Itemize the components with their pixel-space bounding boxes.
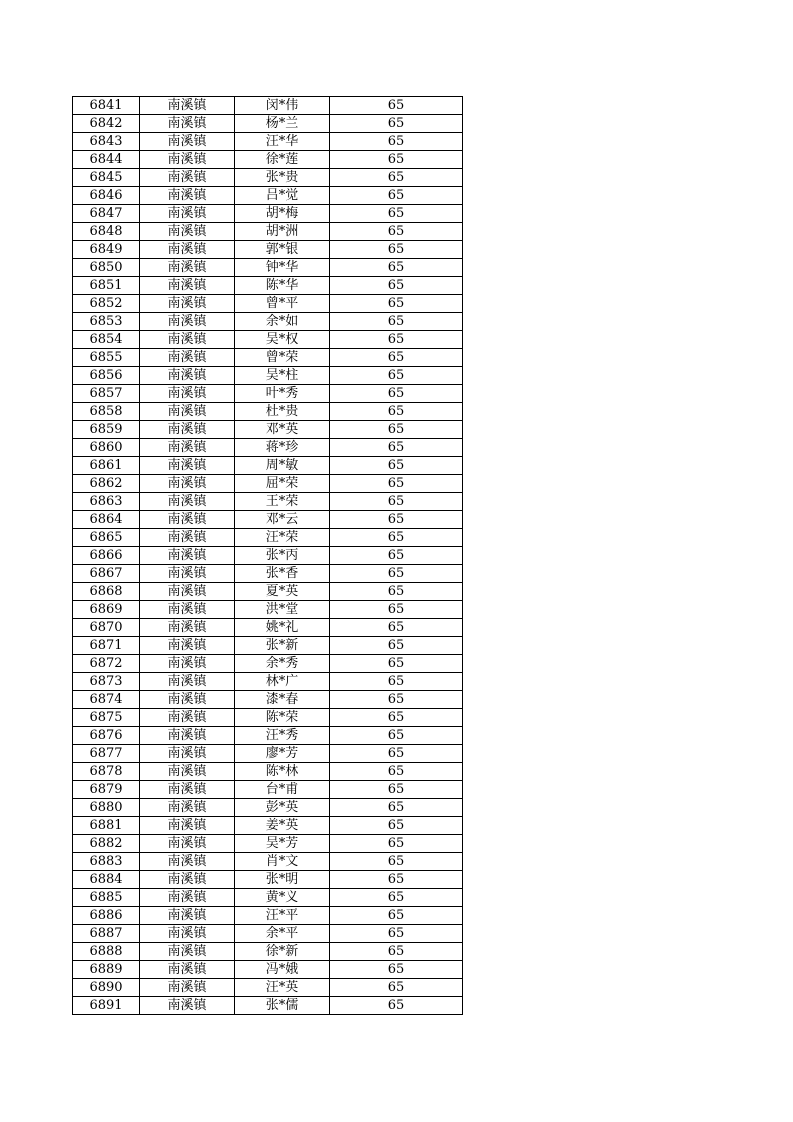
cell-amount: 65 <box>330 889 463 907</box>
cell-person-name: 杨*兰 <box>235 115 330 133</box>
table-row <box>73 331 463 349</box>
cell-serial-number: 6866 <box>73 547 140 565</box>
cell-serial-number: 6843 <box>73 133 140 151</box>
cell-town: 南溪镇 <box>140 385 235 403</box>
cell-person-name: 廖*芳 <box>235 745 330 763</box>
cell-person-name: 姜*英 <box>235 817 330 835</box>
cell-serial-number: 6891 <box>73 997 140 1015</box>
cell-town: 南溪镇 <box>140 529 235 547</box>
cell-serial-number: 6849 <box>73 241 140 259</box>
cell-serial-number: 6871 <box>73 637 140 655</box>
table-row <box>73 421 463 439</box>
cell-amount: 65 <box>330 97 463 115</box>
cell-amount: 65 <box>330 871 463 889</box>
cell-town: 南溪镇 <box>140 943 235 961</box>
table-row <box>73 997 463 1015</box>
cell-amount: 65 <box>330 277 463 295</box>
table-row <box>73 673 463 691</box>
cell-person-name: 陈*林 <box>235 763 330 781</box>
cell-town: 南溪镇 <box>140 493 235 511</box>
cell-amount: 65 <box>330 727 463 745</box>
table-row <box>73 889 463 907</box>
cell-serial-number: 6882 <box>73 835 140 853</box>
cell-serial-number: 6877 <box>73 745 140 763</box>
table-row <box>73 295 463 313</box>
cell-town: 南溪镇 <box>140 745 235 763</box>
cell-serial-number: 6857 <box>73 385 140 403</box>
cell-person-name: 吴*柱 <box>235 367 330 385</box>
cell-person-name: 黄*义 <box>235 889 330 907</box>
table-row <box>73 223 463 241</box>
cell-person-name: 林*广 <box>235 673 330 691</box>
cell-amount: 65 <box>330 763 463 781</box>
cell-town: 南溪镇 <box>140 475 235 493</box>
table-row <box>73 691 463 709</box>
cell-town: 南溪镇 <box>140 961 235 979</box>
cell-serial-number: 6880 <box>73 799 140 817</box>
table-row <box>73 313 463 331</box>
cell-town: 南溪镇 <box>140 979 235 997</box>
cell-person-name: 王*荣 <box>235 493 330 511</box>
table-row <box>73 187 463 205</box>
cell-serial-number: 6864 <box>73 511 140 529</box>
cell-town: 南溪镇 <box>140 853 235 871</box>
cell-person-name: 汪*荣 <box>235 529 330 547</box>
cell-amount: 65 <box>330 907 463 925</box>
cell-amount: 65 <box>330 619 463 637</box>
cell-amount: 65 <box>330 961 463 979</box>
cell-person-name: 汪*英 <box>235 979 330 997</box>
cell-amount: 65 <box>330 403 463 421</box>
cell-person-name: 陈*荣 <box>235 709 330 727</box>
cell-town: 南溪镇 <box>140 295 235 313</box>
table-row <box>73 97 463 115</box>
cell-amount: 65 <box>330 439 463 457</box>
cell-amount: 65 <box>330 331 463 349</box>
cell-town: 南溪镇 <box>140 637 235 655</box>
cell-serial-number: 6863 <box>73 493 140 511</box>
cell-town: 南溪镇 <box>140 673 235 691</box>
cell-amount: 65 <box>330 745 463 763</box>
table-row <box>73 547 463 565</box>
cell-amount: 65 <box>330 997 463 1015</box>
cell-serial-number: 6885 <box>73 889 140 907</box>
cell-person-name: 夏*英 <box>235 583 330 601</box>
table-row <box>73 655 463 673</box>
cell-person-name: 胡*梅 <box>235 205 330 223</box>
cell-person-name: 徐*新 <box>235 943 330 961</box>
cell-town: 南溪镇 <box>140 871 235 889</box>
cell-person-name: 曾*平 <box>235 295 330 313</box>
cell-person-name: 余*平 <box>235 925 330 943</box>
cell-town: 南溪镇 <box>140 403 235 421</box>
cell-person-name: 胡*洲 <box>235 223 330 241</box>
table-row <box>73 583 463 601</box>
table-row <box>73 115 463 133</box>
cell-amount: 65 <box>330 295 463 313</box>
cell-amount: 65 <box>330 367 463 385</box>
cell-person-name: 姚*礼 <box>235 619 330 637</box>
cell-amount: 65 <box>330 169 463 187</box>
cell-town: 南溪镇 <box>140 187 235 205</box>
cell-serial-number: 6875 <box>73 709 140 727</box>
cell-amount: 65 <box>330 259 463 277</box>
cell-amount: 65 <box>330 565 463 583</box>
cell-town: 南溪镇 <box>140 727 235 745</box>
cell-serial-number: 6872 <box>73 655 140 673</box>
cell-town: 南溪镇 <box>140 259 235 277</box>
cell-serial-number: 6845 <box>73 169 140 187</box>
cell-amount: 65 <box>330 979 463 997</box>
cell-serial-number: 6886 <box>73 907 140 925</box>
cell-serial-number: 6853 <box>73 313 140 331</box>
cell-town: 南溪镇 <box>140 997 235 1015</box>
cell-amount: 65 <box>330 475 463 493</box>
cell-person-name: 张*贵 <box>235 169 330 187</box>
cell-amount: 65 <box>330 385 463 403</box>
cell-serial-number: 6889 <box>73 961 140 979</box>
cell-town: 南溪镇 <box>140 799 235 817</box>
cell-person-name: 彭*英 <box>235 799 330 817</box>
cell-person-name: 吴*权 <box>235 331 330 349</box>
cell-person-name: 张*明 <box>235 871 330 889</box>
cell-amount: 65 <box>330 151 463 169</box>
cell-serial-number: 6884 <box>73 871 140 889</box>
cell-town: 南溪镇 <box>140 547 235 565</box>
cell-amount: 65 <box>330 925 463 943</box>
cell-person-name: 曾*荣 <box>235 349 330 367</box>
cell-person-name: 蒋*珍 <box>235 439 330 457</box>
cell-serial-number: 6887 <box>73 925 140 943</box>
table-row <box>73 907 463 925</box>
cell-amount: 65 <box>330 799 463 817</box>
table-row <box>73 745 463 763</box>
cell-serial-number: 6890 <box>73 979 140 997</box>
cell-town: 南溪镇 <box>140 763 235 781</box>
cell-serial-number: 6873 <box>73 673 140 691</box>
cell-serial-number: 6859 <box>73 421 140 439</box>
table-row <box>73 367 463 385</box>
table-row <box>73 943 463 961</box>
data-table <box>72 96 463 1015</box>
cell-amount: 65 <box>330 709 463 727</box>
table-row <box>73 385 463 403</box>
cell-amount: 65 <box>330 133 463 151</box>
cell-person-name: 屈*荣 <box>235 475 330 493</box>
cell-person-name: 肖*文 <box>235 853 330 871</box>
cell-town: 南溪镇 <box>140 421 235 439</box>
cell-amount: 65 <box>330 691 463 709</box>
cell-town: 南溪镇 <box>140 349 235 367</box>
table-row <box>73 871 463 889</box>
cell-town: 南溪镇 <box>140 97 235 115</box>
cell-amount: 65 <box>330 781 463 799</box>
cell-amount: 65 <box>330 601 463 619</box>
cell-person-name: 冯*娥 <box>235 961 330 979</box>
table-row <box>73 511 463 529</box>
cell-town: 南溪镇 <box>140 889 235 907</box>
cell-amount: 65 <box>330 493 463 511</box>
cell-town: 南溪镇 <box>140 169 235 187</box>
cell-town: 南溪镇 <box>140 367 235 385</box>
cell-town: 南溪镇 <box>140 223 235 241</box>
cell-amount: 65 <box>330 637 463 655</box>
cell-person-name: 徐*莲 <box>235 151 330 169</box>
cell-serial-number: 6848 <box>73 223 140 241</box>
cell-person-name: 叶*秀 <box>235 385 330 403</box>
cell-serial-number: 6881 <box>73 817 140 835</box>
cell-amount: 65 <box>330 223 463 241</box>
cell-serial-number: 6878 <box>73 763 140 781</box>
cell-serial-number: 6858 <box>73 403 140 421</box>
cell-person-name: 吴*芳 <box>235 835 330 853</box>
cell-town: 南溪镇 <box>140 565 235 583</box>
cell-person-name: 张*新 <box>235 637 330 655</box>
table-row <box>73 277 463 295</box>
table-row <box>73 529 463 547</box>
cell-serial-number: 6841 <box>73 97 140 115</box>
cell-town: 南溪镇 <box>140 655 235 673</box>
cell-person-name: 吕*觉 <box>235 187 330 205</box>
cell-town: 南溪镇 <box>140 691 235 709</box>
cell-town: 南溪镇 <box>140 151 235 169</box>
cell-serial-number: 6868 <box>73 583 140 601</box>
cell-town: 南溪镇 <box>140 439 235 457</box>
table-row <box>73 457 463 475</box>
cell-town: 南溪镇 <box>140 277 235 295</box>
cell-amount: 65 <box>330 205 463 223</box>
cell-town: 南溪镇 <box>140 205 235 223</box>
cell-town: 南溪镇 <box>140 115 235 133</box>
table-row <box>73 817 463 835</box>
table-row <box>73 151 463 169</box>
cell-amount: 65 <box>330 421 463 439</box>
cell-person-name: 余*秀 <box>235 655 330 673</box>
cell-town: 南溪镇 <box>140 619 235 637</box>
table-row <box>73 259 463 277</box>
cell-amount: 65 <box>330 511 463 529</box>
table-row <box>73 727 463 745</box>
cell-town: 南溪镇 <box>140 907 235 925</box>
cell-person-name: 汪*秀 <box>235 727 330 745</box>
cell-serial-number: 6867 <box>73 565 140 583</box>
cell-person-name: 洪*堂 <box>235 601 330 619</box>
cell-person-name: 钟*华 <box>235 259 330 277</box>
cell-person-name: 汪*平 <box>235 907 330 925</box>
cell-amount: 65 <box>330 547 463 565</box>
cell-person-name: 陈*华 <box>235 277 330 295</box>
cell-serial-number: 6847 <box>73 205 140 223</box>
cell-person-name: 邓*云 <box>235 511 330 529</box>
cell-person-name: 余*如 <box>235 313 330 331</box>
cell-serial-number: 6870 <box>73 619 140 637</box>
table-row <box>73 565 463 583</box>
cell-serial-number: 6855 <box>73 349 140 367</box>
table-row <box>73 781 463 799</box>
cell-serial-number: 6851 <box>73 277 140 295</box>
cell-town: 南溪镇 <box>140 601 235 619</box>
cell-town: 南溪镇 <box>140 583 235 601</box>
cell-amount: 65 <box>330 529 463 547</box>
cell-town: 南溪镇 <box>140 925 235 943</box>
cell-serial-number: 6852 <box>73 295 140 313</box>
cell-person-name: 周*敏 <box>235 457 330 475</box>
cell-person-name: 张*儒 <box>235 997 330 1015</box>
cell-serial-number: 6861 <box>73 457 140 475</box>
cell-town: 南溪镇 <box>140 781 235 799</box>
cell-amount: 65 <box>330 583 463 601</box>
cell-person-name: 张*丙 <box>235 547 330 565</box>
cell-amount: 65 <box>330 943 463 961</box>
table-row <box>73 439 463 457</box>
cell-town: 南溪镇 <box>140 331 235 349</box>
cell-amount: 65 <box>330 115 463 133</box>
cell-amount: 65 <box>330 241 463 259</box>
cell-town: 南溪镇 <box>140 817 235 835</box>
cell-amount: 65 <box>330 655 463 673</box>
cell-serial-number: 6842 <box>73 115 140 133</box>
table-row <box>73 205 463 223</box>
cell-town: 南溪镇 <box>140 709 235 727</box>
cell-serial-number: 6879 <box>73 781 140 799</box>
table-row <box>73 709 463 727</box>
table-row <box>73 601 463 619</box>
cell-person-name: 邓*英 <box>235 421 330 439</box>
cell-serial-number: 6856 <box>73 367 140 385</box>
table-row <box>73 475 463 493</box>
cell-serial-number: 6854 <box>73 331 140 349</box>
table-row <box>73 169 463 187</box>
cell-person-name: 杜*贵 <box>235 403 330 421</box>
cell-serial-number: 6846 <box>73 187 140 205</box>
cell-serial-number: 6860 <box>73 439 140 457</box>
cell-town: 南溪镇 <box>140 133 235 151</box>
cell-serial-number: 6850 <box>73 259 140 277</box>
cell-town: 南溪镇 <box>140 457 235 475</box>
cell-person-name: 郭*银 <box>235 241 330 259</box>
cell-person-name: 汪*华 <box>235 133 330 151</box>
cell-amount: 65 <box>330 457 463 475</box>
cell-serial-number: 6862 <box>73 475 140 493</box>
cell-serial-number: 6869 <box>73 601 140 619</box>
cell-amount: 65 <box>330 187 463 205</box>
table-row <box>73 619 463 637</box>
cell-serial-number: 6888 <box>73 943 140 961</box>
table-row <box>73 403 463 421</box>
cell-serial-number: 6876 <box>73 727 140 745</box>
cell-person-name: 张*香 <box>235 565 330 583</box>
table-row <box>73 763 463 781</box>
table-row <box>73 979 463 997</box>
cell-amount: 65 <box>330 349 463 367</box>
table-row <box>73 637 463 655</box>
table-row <box>73 241 463 259</box>
cell-town: 南溪镇 <box>140 511 235 529</box>
cell-person-name: 漆*春 <box>235 691 330 709</box>
table-row <box>73 925 463 943</box>
cell-amount: 65 <box>330 835 463 853</box>
table-row <box>73 799 463 817</box>
table-row <box>73 349 463 367</box>
table-row <box>73 493 463 511</box>
table-body <box>73 97 463 1015</box>
cell-amount: 65 <box>330 313 463 331</box>
cell-serial-number: 6883 <box>73 853 140 871</box>
table-row <box>73 853 463 871</box>
table-row <box>73 961 463 979</box>
cell-amount: 65 <box>330 853 463 871</box>
table-row <box>73 835 463 853</box>
cell-serial-number: 6844 <box>73 151 140 169</box>
cell-serial-number: 6874 <box>73 691 140 709</box>
cell-town: 南溪镇 <box>140 241 235 259</box>
table-row <box>73 133 463 151</box>
cell-person-name: 台*甫 <box>235 781 330 799</box>
cell-amount: 65 <box>330 673 463 691</box>
cell-town: 南溪镇 <box>140 835 235 853</box>
cell-serial-number: 6865 <box>73 529 140 547</box>
cell-town: 南溪镇 <box>140 313 235 331</box>
cell-person-name: 闵*伟 <box>235 97 330 115</box>
cell-amount: 65 <box>330 817 463 835</box>
